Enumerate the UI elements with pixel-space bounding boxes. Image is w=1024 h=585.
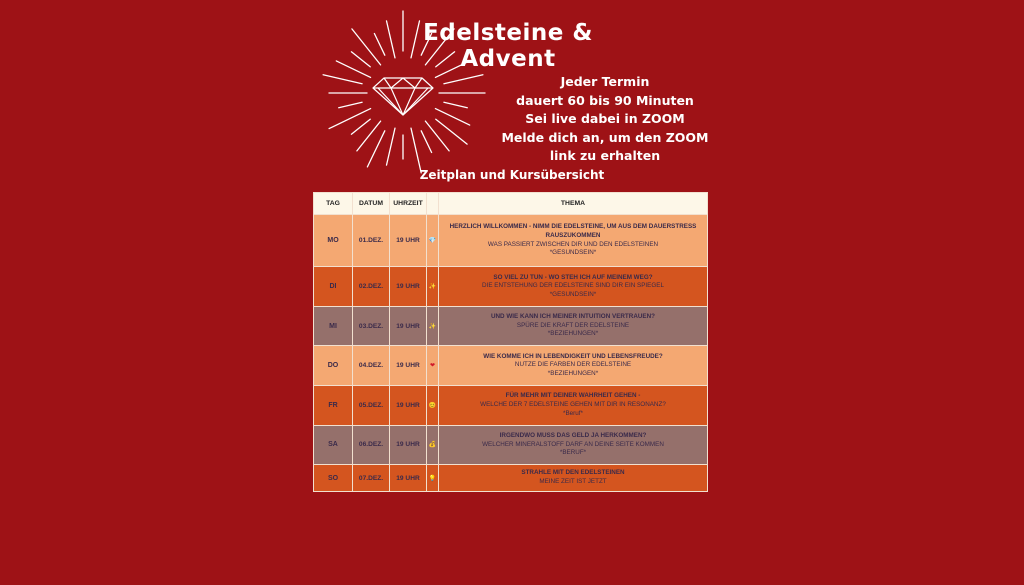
- table-row: [314, 425, 708, 465]
- cell-thema: [439, 385, 708, 425]
- cell-thema: [439, 465, 708, 492]
- info-line: link zu erhalten: [549, 148, 661, 163]
- cell-uhrzeit: 19 UHR: [390, 346, 427, 386]
- cell-uhrzeit: 19 UHR: [390, 267, 427, 307]
- cell-tag: MI: [314, 306, 353, 346]
- lightbulb-icon: 💡: [427, 465, 439, 492]
- money-icon: 💰: [427, 425, 439, 465]
- column-header-tag: TAG: [314, 193, 353, 215]
- thema-subtitle: WELCHER MINERALSTOFF DARF AN DEINE SEITE KOMMEN: [482, 440, 664, 448]
- cell-datum: 03.DEZ.: [353, 306, 390, 346]
- cell-tag: DO: [314, 346, 353, 386]
- burst-ray: [444, 75, 483, 84]
- info-line: Jeder Termin: [560, 74, 650, 89]
- sparkle-icon: ✨: [427, 267, 439, 307]
- cell-datum: 06.DEZ.: [353, 425, 390, 465]
- schedule-subtitle: Zeitplan und Kursübersicht: [419, 168, 605, 182]
- thema-subtitle: SPÜRE DIE KRAFT DER EDELSTEINE: [516, 321, 630, 329]
- burst-ray: [411, 128, 421, 173]
- cell-uhrzeit: 19 UHR: [390, 306, 427, 346]
- cell-datum: 02.DEZ.: [353, 267, 390, 307]
- table-row: [314, 346, 708, 386]
- table-row: [314, 267, 708, 307]
- info-line: Sei live dabei in ZOOM: [525, 111, 685, 126]
- thema-category: *BERUF*: [559, 449, 587, 457]
- cell-thema: [439, 215, 708, 267]
- cell-thema: [439, 267, 708, 307]
- info-text: [495, 73, 715, 166]
- burst-ray: [329, 109, 371, 129]
- thema-title: HERZLICH WILLKOMMEN - NIMM DIE EDELSTEINE, UM AUS DEM DAUERSTRESS RAUSZUKOMMEN: [449, 223, 697, 240]
- thema-category: *GESUNDSEIN*: [549, 290, 597, 298]
- burst-ray: [339, 102, 362, 107]
- column-header-uhrzeit: UHRZEIT: [390, 193, 427, 215]
- schedule-table: [313, 192, 708, 492]
- table-row: [314, 306, 708, 346]
- cell-tag: FR: [314, 385, 353, 425]
- cell-uhrzeit: 19 UHR: [390, 425, 427, 465]
- thema-title: STRAHLE MIT DEN EDELSTEINEN: [521, 469, 625, 477]
- thema-title: IRGENDWO MUSS DAS GELD JA HERKOMMEN?: [499, 431, 647, 439]
- thema-subtitle: NUTZE DIE FARBEN DER EDELSTEINE: [514, 361, 632, 369]
- table-header-row: [314, 193, 708, 215]
- sparkle-icon: ✨: [427, 306, 439, 346]
- thema-subtitle: WELCHE DER 7 EDELSTEINE GEHEN MIT DIR IN RESONANZ?: [480, 400, 666, 408]
- thema-category: *Beruf*: [563, 409, 583, 417]
- cell-datum: 05.DEZ.: [353, 385, 390, 425]
- cell-tag: DI: [314, 267, 353, 307]
- table-row: [314, 215, 708, 267]
- cell-uhrzeit: 19 UHR: [390, 465, 427, 492]
- thema-title: SO VIEL ZU TUN - WO STEH ICH AUF MEINEM WEG?: [493, 273, 653, 281]
- cell-thema: [439, 346, 708, 386]
- cell-thema: [439, 306, 708, 346]
- burst-ray: [323, 75, 362, 84]
- burst-ray: [387, 128, 396, 165]
- thema-category: *GESUNDSEIN*: [549, 249, 597, 257]
- cell-datum: 07.DEZ.: [353, 465, 390, 492]
- burst-ray: [444, 102, 467, 107]
- diamond-icon: 💎: [427, 215, 439, 267]
- thema-title: FÜR MEHR MIT DEINER WAHRHEIT GEHEN -: [505, 392, 641, 400]
- cell-tag: SO: [314, 465, 353, 492]
- burst-ray: [367, 131, 384, 167]
- cell-tag: SA: [314, 425, 353, 465]
- thema-subtitle: DIE ENTSTEHUNG DER EDELSTEINE SIND DIR EIN SPIEGEL: [482, 282, 664, 290]
- thema-title: WIE KOMME ICH IN LEBENDIGKEIT UND LEBENSFREUDE?: [483, 352, 663, 360]
- smiley-icon: 😊: [427, 385, 439, 425]
- heart-icon: ❤: [427, 346, 439, 386]
- thema-subtitle: MEINE ZEIT IST JETZT: [539, 478, 607, 486]
- burst-ray: [351, 119, 370, 134]
- cell-uhrzeit: 19 UHR: [390, 385, 427, 425]
- cell-uhrzeit: 19 UHR: [390, 215, 427, 267]
- column-header-datum: DATUM: [353, 193, 390, 215]
- column-header-thema: THEMA: [439, 193, 708, 215]
- cell-tag: MO: [314, 215, 353, 267]
- thema-title: UND WIE KANN ICH MEINER INTUITION VERTRAUEN?: [490, 313, 656, 321]
- column-header-icon: [427, 193, 439, 215]
- thema-category: *BEZIEHUNGEN*: [547, 330, 599, 338]
- thema-category: *BEZIEHUNGEN*: [547, 369, 599, 377]
- thema-subtitle: WAS PASSIERT ZWISCHEN DIR UND DEN EDELSTEINEN: [487, 240, 659, 248]
- cell-datum: 01.DEZ.: [353, 215, 390, 267]
- cell-datum: 04.DEZ.: [353, 346, 390, 386]
- burst-ray: [351, 52, 370, 67]
- table-row: [314, 465, 708, 492]
- cell-thema: [439, 425, 708, 465]
- burst-ray: [352, 29, 381, 65]
- info-line: Melde dich an, um den ZOOM: [501, 129, 709, 145]
- page-title: Edelsteine & Advent: [423, 20, 593, 72]
- burst-ray: [421, 131, 431, 153]
- table-row: [314, 385, 708, 425]
- info-line: dauert 60 bis 90 Minuten: [516, 92, 694, 108]
